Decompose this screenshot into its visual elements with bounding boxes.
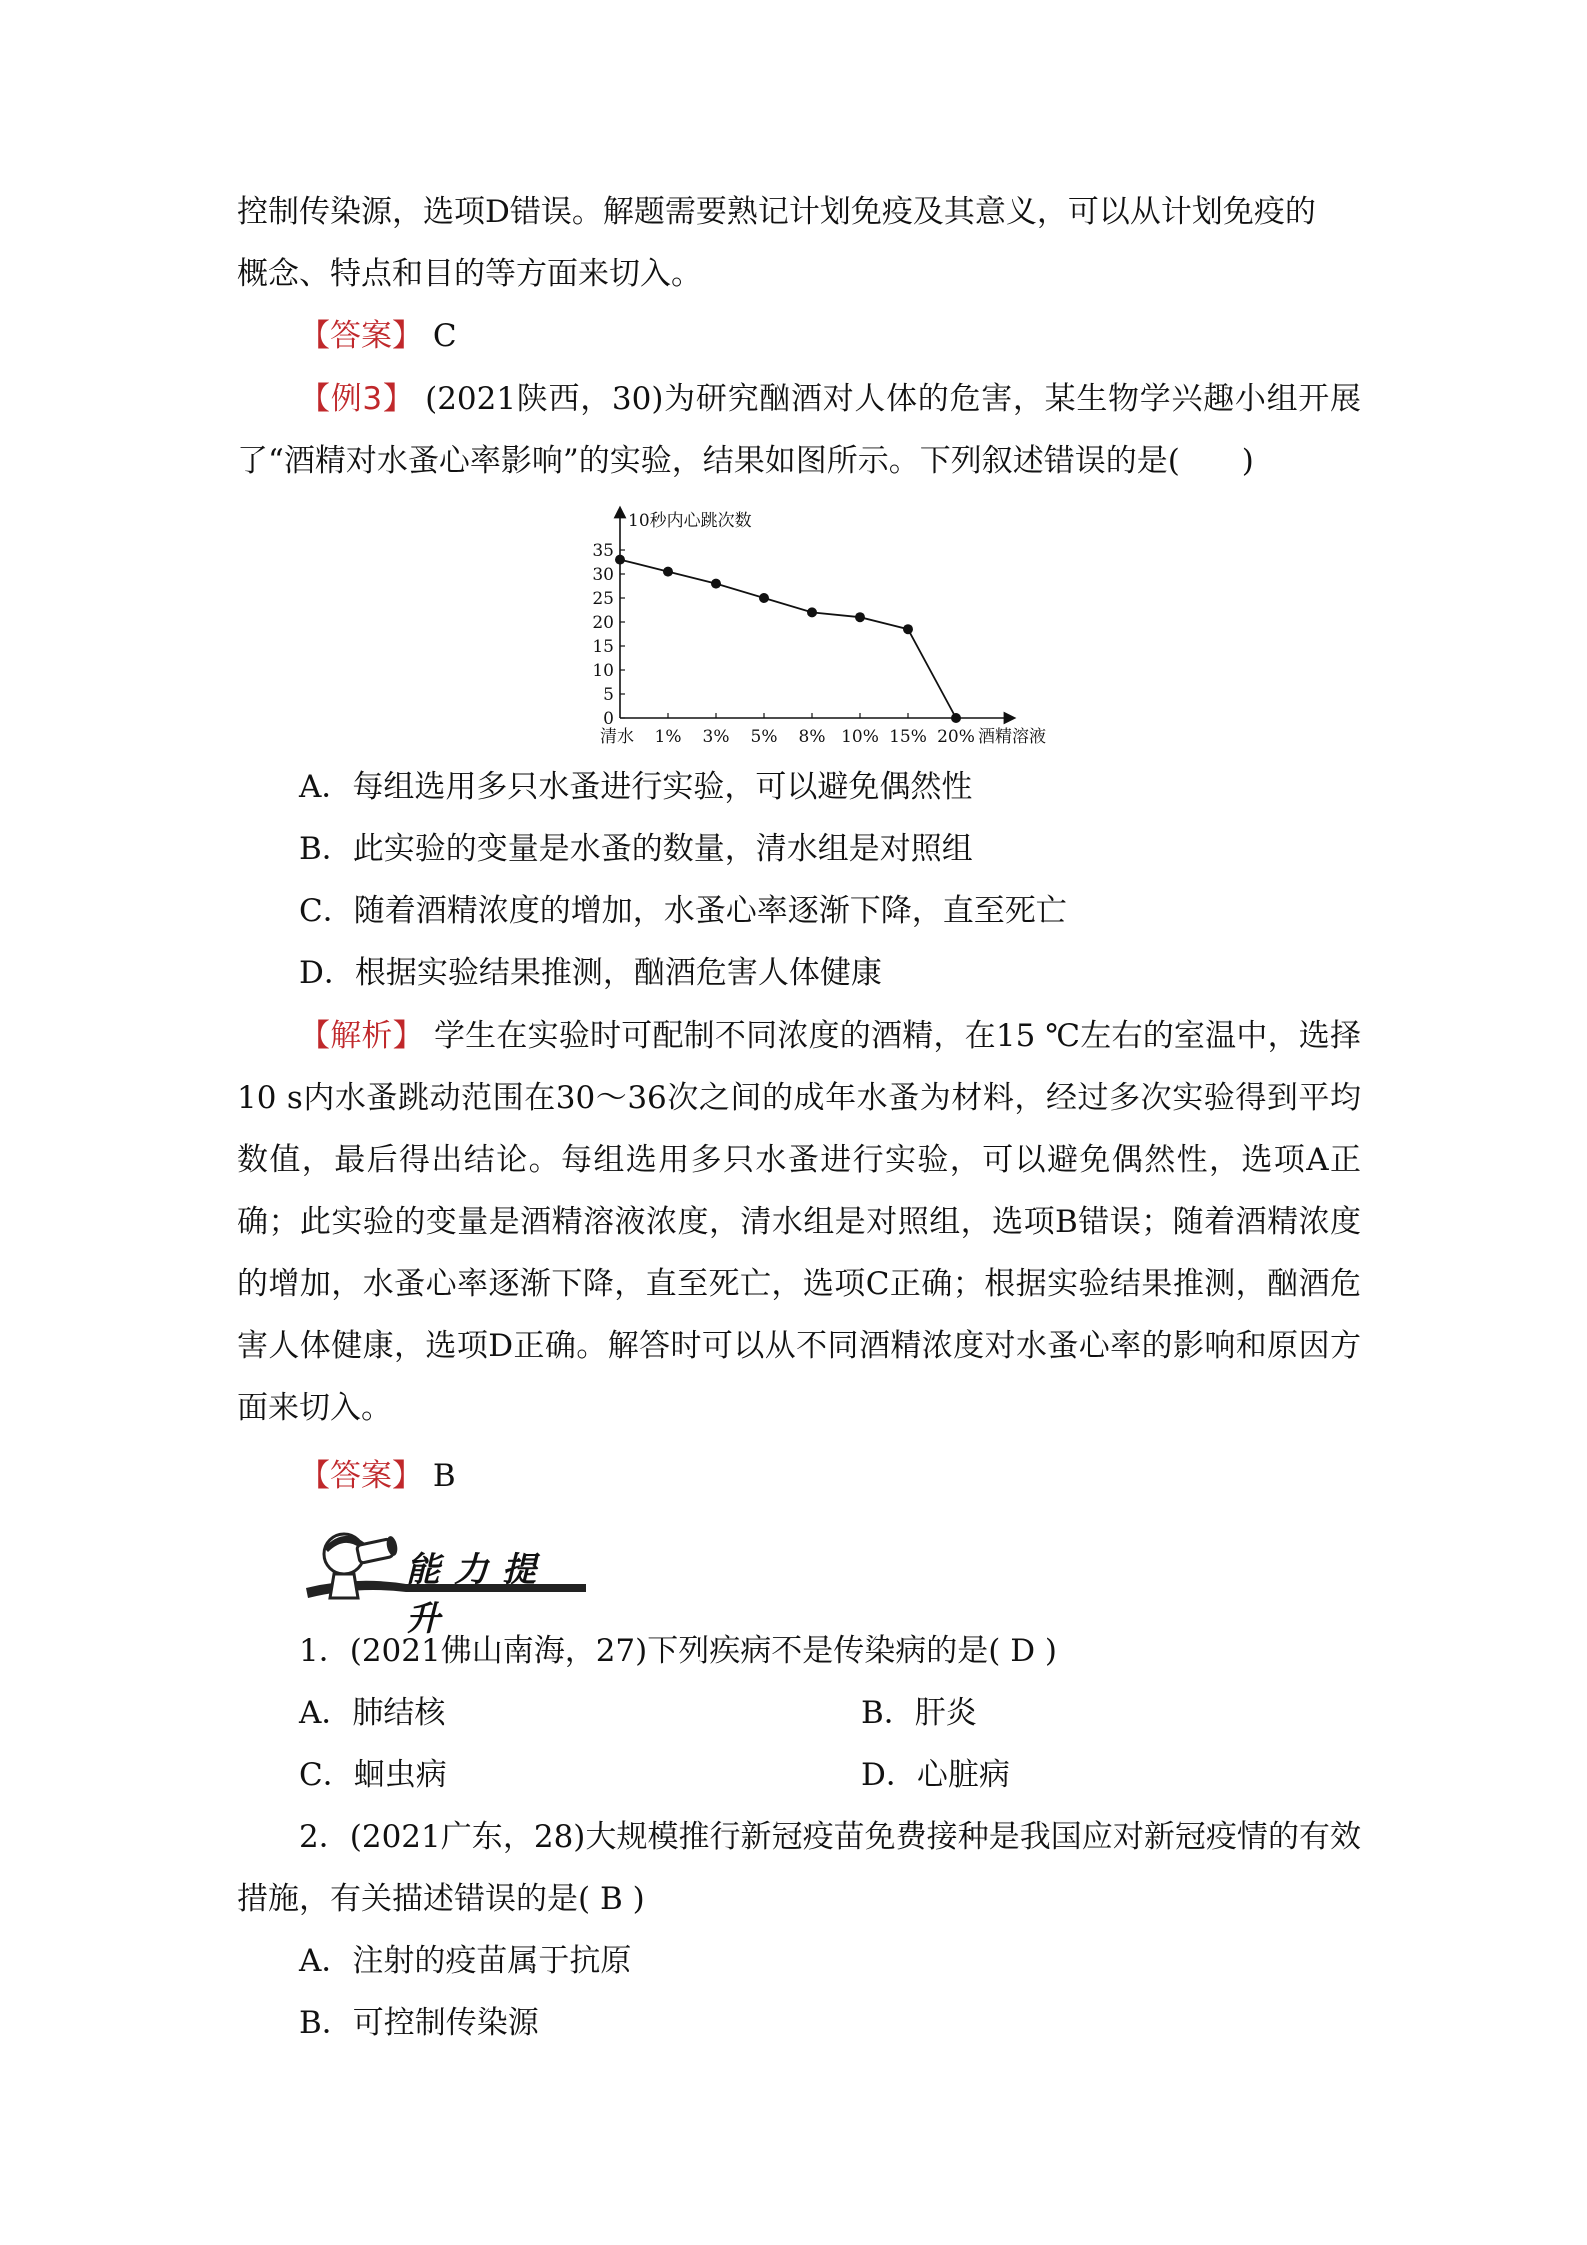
- x-tick-label: 8%: [798, 727, 826, 747]
- y-tick-label: 30: [592, 565, 614, 585]
- x-axis-label: 酒精溶液: [978, 727, 1046, 747]
- answer-2: [299, 1445, 456, 1507]
- x-tick-label: 15%: [889, 727, 927, 747]
- analysis-paragraph: [237, 1005, 1361, 1439]
- q1-option-d: D．心脏病: [861, 1757, 1010, 1793]
- q2-option-b: B．可控制传染源: [299, 2005, 539, 2041]
- y-tick-label: 25: [592, 589, 614, 609]
- section-banner: [296, 1518, 596, 1639]
- answer-value: C: [432, 318, 457, 354]
- series-line: [620, 560, 956, 718]
- answer-value: B: [432, 1458, 456, 1494]
- q1-option-b: B．肝炎: [861, 1695, 977, 1731]
- analysis-text: 学生在实验时可配制不同浓度的酒精，在15 ℃左右的室温中，选择10 s内水蚤跳动范围在30～36次之间的成年水蚤为材料，经过多次实验得到平均数值，最后得出结论。每组选用多只水蚤进行实验，可以避免偶然性，选项A正确；此实验的变量是酒精溶液浓度，清水组是对照组，选项B错误；随着酒精浓度的增加，水蚤心率逐渐下降，直至死亡，选项C正确；根据实验结果推测，酗酒危害人体健康，选项D正确。解答时可以从不同酒精浓度对水蚤心率的影响和原因方面来切入。: [237, 1018, 1362, 1426]
- y-axis-label: 10秒内心跳次数: [628, 511, 752, 531]
- q2-stem: 2．(2021广东，28)大规模推行新冠疫苗免费接种是我国应对新冠疫情的有效措施，有关描述错误的是( B ): [237, 1819, 1361, 1917]
- x-tick-label: 1%: [654, 727, 682, 747]
- data-point: [951, 713, 961, 723]
- data-point: [903, 624, 913, 634]
- x-tick-label: 5%: [750, 727, 778, 747]
- option-d: D．根据实验结果推测，酗酒危害人体健康: [299, 955, 882, 991]
- intro-line-1: 控制传染源，选项D错误。解题需要熟记计划免疫及其意义，可以从计划免疫的: [237, 194, 1316, 230]
- q1-stem: 1．(2021佛山南海，27)下列疾病不是传染病的是( D ): [299, 1633, 1057, 1669]
- y-tick-label: 35: [592, 541, 614, 561]
- data-point: [663, 567, 673, 577]
- x-tick-label: 3%: [702, 727, 730, 747]
- example-3: [237, 368, 1361, 492]
- q1-option-c: C．蛔虫病: [299, 1757, 447, 1793]
- q2-option-a: A．注射的疫苗属于抗原: [299, 1943, 632, 1979]
- q1-option-a: A．肺结核: [299, 1695, 446, 1731]
- section-title: 能力提升: [406, 1550, 550, 1639]
- option-c: C．随着酒精浓度的增加，水蚤心率逐渐下降，直至死亡: [299, 893, 1067, 929]
- data-point: [711, 579, 721, 589]
- x-tick-label: 20%: [937, 727, 975, 747]
- y-tick-label: 0: [603, 709, 614, 729]
- answer-tag: 【答案】: [299, 318, 423, 354]
- x-tick-label: 清水: [600, 727, 634, 747]
- answer-tag: 【答案】: [299, 1458, 423, 1494]
- intro-paragraph: [237, 181, 1361, 305]
- y-tick-label: 5: [603, 685, 614, 705]
- y-tick-label: 10: [592, 661, 614, 681]
- option-b: B．此实验的变量是水蚤的数量，清水组是对照组: [299, 831, 973, 867]
- data-point: [807, 607, 817, 617]
- chart-svg: [580, 500, 1080, 750]
- example-tag: 【例3】: [299, 381, 415, 417]
- analysis-tag: 【解析】: [299, 1018, 424, 1054]
- intro-line-2: 概念、特点和目的等方面来切入。: [237, 256, 702, 292]
- data-point: [615, 555, 625, 565]
- heart-rate-chart: [580, 500, 1080, 750]
- example-text: (2021陕西，30)为研究酗酒对人体的危害，某生物学兴趣小组开展了“酒精对水蚤心率影响”的实验，结果如图所示。下列叙述错误的是( ): [237, 381, 1361, 479]
- x-tick-label: 10%: [841, 727, 879, 747]
- y-tick-label: 20: [592, 613, 614, 633]
- data-point: [855, 612, 865, 622]
- option-a: A．每组选用多只水蚤进行实验，可以避免偶然性: [299, 769, 973, 805]
- answer-1: [299, 305, 457, 367]
- y-tick-label: 15: [592, 637, 614, 657]
- data-point: [759, 593, 769, 603]
